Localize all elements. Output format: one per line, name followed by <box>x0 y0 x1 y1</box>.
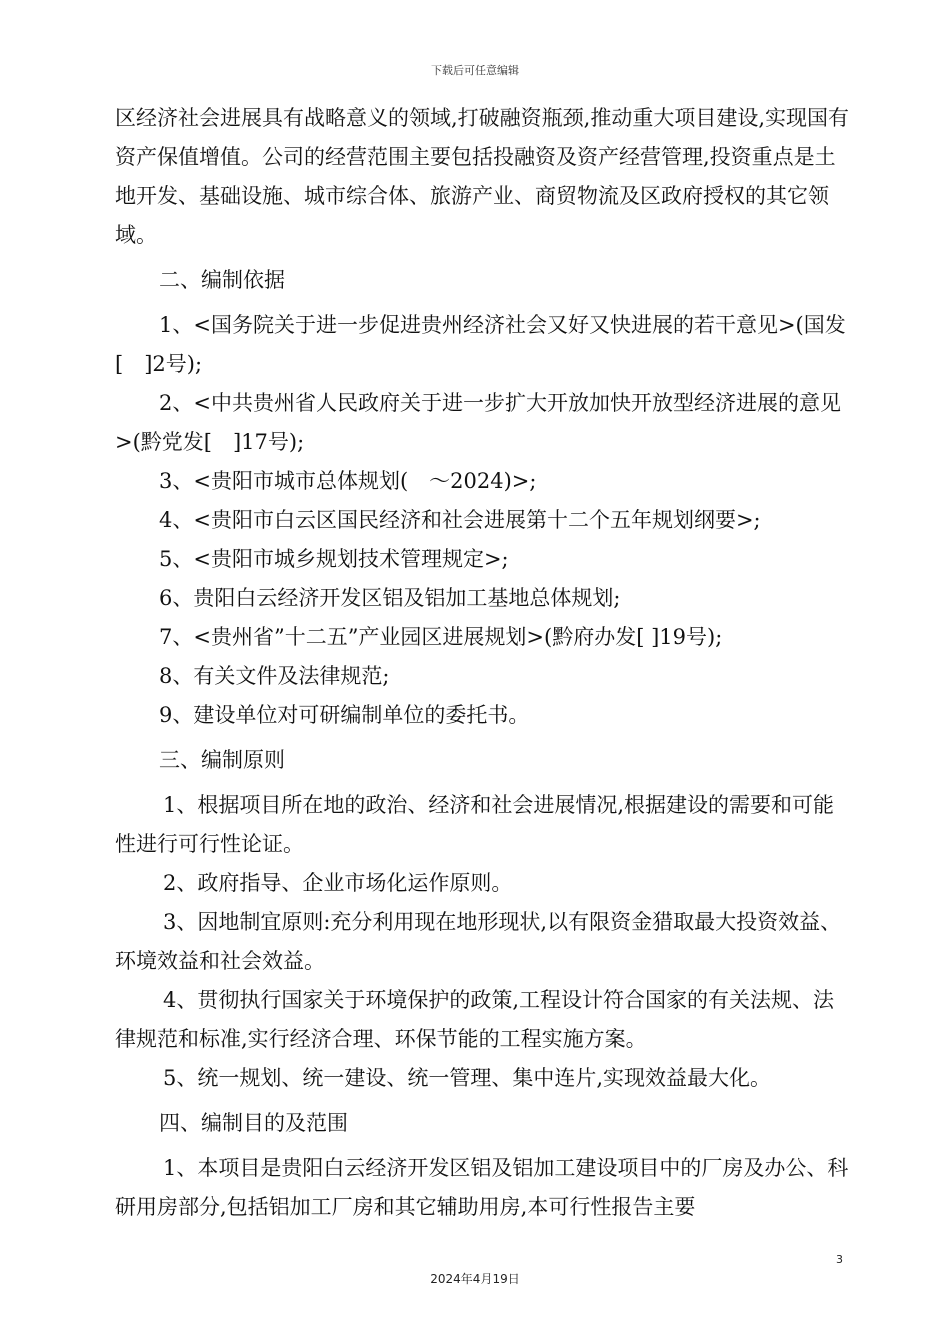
basis-item-9: 9、建设单位对可研编制单位的委托书。 <box>159 703 530 727</box>
principle-item-5: 5、统一规划、统一建设、统一管理、集中连片,实现效益最大化。 <box>163 1066 772 1090</box>
basis-item-7: 7、<贵州省”十二五”产业园区进展规划>(黔府办发[ ]19号); <box>159 625 723 649</box>
basis-item-8: 8、有关文件及法律规范; <box>159 664 390 688</box>
principle-item-2: 2、政府指导、企业市场化运作原则。 <box>163 871 513 895</box>
section-heading-principles: 三、编制原则 <box>159 748 285 772</box>
intro-paragraph: 区经济社会进展具有战略意义的领域,打破融资瓶颈,推动重大项目建设,实现国有资产保值增值。公司的经营范围主要包括投融资及资产经营管理,投资重点是土地开发、基础设施、城市综合体、旅游产业、商贸物流及区政府授权的其它领域。 <box>115 106 850 247</box>
page-footer-date: 2024年4月19日 <box>430 1272 520 1286</box>
section-heading-purpose: 四、编制目的及范围 <box>159 1111 348 1135</box>
page-header: 下载后可任意编辑 <box>431 64 519 77</box>
basis-item-1: 1、<国务院关于进一步促进贵州经济社会又好又快进展的若干意见>(国发[ ]2号); <box>115 313 846 376</box>
document-body <box>115 99 850 1227</box>
section-heading-basis: 二、编制依据 <box>159 268 285 292</box>
basis-item-2: 2、<中共贵州省人民政府关于进一步扩大开放加快开放型经济进展的意见>(黔党发[ ]17号); <box>115 391 841 454</box>
basis-item-4: 4、<贵阳市白云区国民经济和社会进展第十二个五年规划纲要>; <box>159 508 761 532</box>
purpose-item-1: 1、本项目是贵阳白云经济开发区铝及铝加工建设项目中的厂房及办公、科研用房部分,包括铝加工厂房和其它辅助用房,本可行性报告主要 <box>115 1156 849 1219</box>
principle-item-4: 4、贯彻执行国家关于环境保护的政策,工程设计符合国家的有关法规、法律规范和标准,实行经济合理、环保节能的工程实施方案。 <box>115 988 835 1051</box>
page-number: 3 <box>836 1253 843 1266</box>
principle-item-3: 3、因地制宜原则:充分利用现在地形现状,以有限资金猎取最大投资效益、环境效益和社会效益。 <box>115 910 842 973</box>
basis-item-3: 3、<贵阳市城市总体规划( ～2024)>; <box>159 469 537 493</box>
basis-item-6: 6、贵阳白云经济开发区铝及铝加工基地总体规划; <box>159 586 621 610</box>
principle-item-1: 1、根据项目所在地的政治、经济和社会进展情况,根据建设的需要和可能性进行可行性论证。 <box>115 793 835 856</box>
basis-item-5: 5、<贵阳市城乡规划技术管理规定>; <box>159 547 509 571</box>
